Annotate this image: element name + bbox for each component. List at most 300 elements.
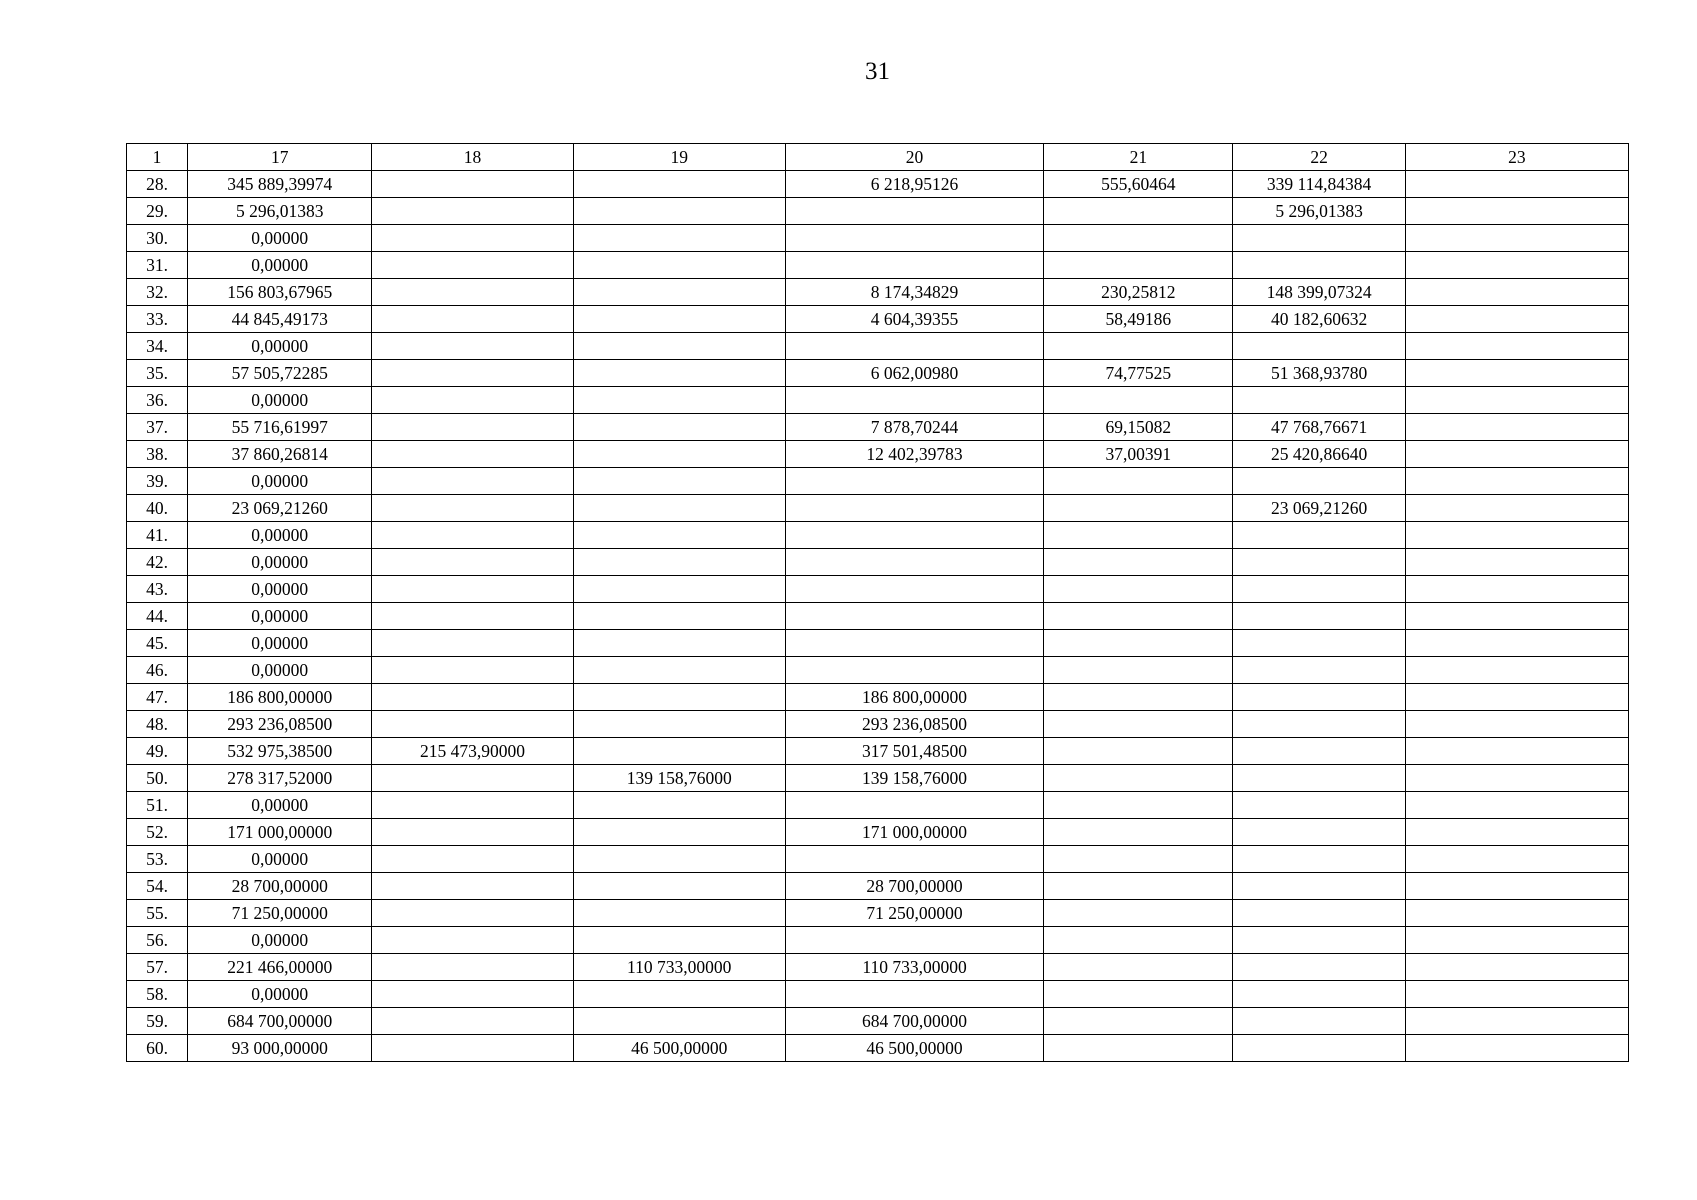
table-cell-col-20: 8 174,34829	[785, 279, 1043, 306]
table-cell-col-17: 345 889,39974	[188, 171, 372, 198]
table-cell-col-21	[1044, 738, 1233, 765]
table-cell-col-17: 684 700,00000	[188, 1008, 372, 1035]
row-number-cell: 29.	[127, 198, 188, 225]
table-row	[127, 630, 1629, 657]
table-cell-col-22	[1233, 522, 1405, 549]
table-cell-col-22: 47 768,76671	[1233, 414, 1405, 441]
table-cell-col-19	[573, 846, 785, 873]
data-table	[126, 143, 1629, 1062]
table-cell-col-21	[1044, 711, 1233, 738]
column-header-17: 17	[188, 144, 372, 171]
column-header-21: 21	[1044, 144, 1233, 171]
table-cell-col-20: 4 604,39355	[785, 306, 1043, 333]
table-cell-col-21	[1044, 765, 1233, 792]
table-cell-col-19	[573, 441, 785, 468]
table-cell-col-19	[573, 900, 785, 927]
table-cell-col-17: 0,00000	[188, 603, 372, 630]
table-row	[127, 738, 1629, 765]
table-cell-col-19	[573, 711, 785, 738]
page-number: 31	[865, 58, 890, 85]
table-cell-col-20	[785, 846, 1043, 873]
table-cell-col-23	[1405, 657, 1628, 684]
table-cell-col-20	[785, 792, 1043, 819]
table-cell-col-19	[573, 171, 785, 198]
table-cell-col-23	[1405, 171, 1628, 198]
table-cell-col-18	[372, 414, 573, 441]
table-row	[127, 981, 1629, 1008]
table-cell-col-21	[1044, 387, 1233, 414]
table-cell-col-22: 25 420,86640	[1233, 441, 1405, 468]
row-number-cell: 37.	[127, 414, 188, 441]
table-cell-col-17: 221 466,00000	[188, 954, 372, 981]
table-cell-col-22	[1233, 576, 1405, 603]
table-cell-col-20	[785, 225, 1043, 252]
table-cell-col-18	[372, 252, 573, 279]
row-number-cell: 52.	[127, 819, 188, 846]
table-cell-col-20	[785, 495, 1043, 522]
table-cell-col-18	[372, 603, 573, 630]
table-cell-col-20	[785, 603, 1043, 630]
table-cell-col-20: 110 733,00000	[785, 954, 1043, 981]
table-cell-col-21	[1044, 873, 1233, 900]
table-cell-col-21	[1044, 198, 1233, 225]
table-cell-col-21	[1044, 1008, 1233, 1035]
table-cell-col-22	[1233, 927, 1405, 954]
row-number-cell: 34.	[127, 333, 188, 360]
table-cell-col-18	[372, 1008, 573, 1035]
table-cell-col-22: 339 114,84384	[1233, 171, 1405, 198]
table-cell-col-19	[573, 198, 785, 225]
table-cell-col-20	[785, 576, 1043, 603]
table-cell-col-18	[372, 576, 573, 603]
table-cell-col-17: 55 716,61997	[188, 414, 372, 441]
table-cell-col-19	[573, 549, 785, 576]
column-header-18: 18	[372, 144, 573, 171]
table-cell-col-18	[372, 873, 573, 900]
table-cell-col-23	[1405, 225, 1628, 252]
table-cell-col-22	[1233, 900, 1405, 927]
table-cell-col-17: 0,00000	[188, 927, 372, 954]
table-cell-col-21	[1044, 225, 1233, 252]
table-cell-col-17: 0,00000	[188, 225, 372, 252]
table-cell-col-20: 139 158,76000	[785, 765, 1043, 792]
table-cell-col-22	[1233, 225, 1405, 252]
table-row	[127, 360, 1629, 387]
table-cell-col-18	[372, 387, 573, 414]
table-row	[127, 765, 1629, 792]
table-cell-col-23	[1405, 603, 1628, 630]
table-cell-col-20: 317 501,48500	[785, 738, 1043, 765]
table-cell-col-19	[573, 387, 785, 414]
table-cell-col-23	[1405, 576, 1628, 603]
row-number-cell: 47.	[127, 684, 188, 711]
table-row	[127, 171, 1629, 198]
table-cell-col-23	[1405, 684, 1628, 711]
table-row	[127, 684, 1629, 711]
table-row	[127, 333, 1629, 360]
table-cell-col-17: 0,00000	[188, 846, 372, 873]
table-cell-col-17: 28 700,00000	[188, 873, 372, 900]
table-cell-col-23	[1405, 414, 1628, 441]
table-cell-col-21	[1044, 252, 1233, 279]
table-cell-col-23	[1405, 468, 1628, 495]
table-cell-col-23	[1405, 387, 1628, 414]
table-cell-col-22	[1233, 333, 1405, 360]
table-cell-col-17: 37 860,26814	[188, 441, 372, 468]
table-cell-col-23	[1405, 1035, 1628, 1062]
table-cell-col-17: 0,00000	[188, 387, 372, 414]
table-cell-col-23	[1405, 846, 1628, 873]
table-cell-col-20	[785, 468, 1043, 495]
table-cell-col-20	[785, 522, 1043, 549]
table-cell-col-18	[372, 684, 573, 711]
table-cell-col-21: 69,15082	[1044, 414, 1233, 441]
table-cell-col-20: 6 062,00980	[785, 360, 1043, 387]
table-row	[127, 603, 1629, 630]
table-cell-col-18	[372, 792, 573, 819]
table-cell-col-20: 684 700,00000	[785, 1008, 1043, 1035]
table-cell-col-18	[372, 846, 573, 873]
table-cell-col-21	[1044, 819, 1233, 846]
table-cell-col-22	[1233, 765, 1405, 792]
table-cell-col-21	[1044, 684, 1233, 711]
table-cell-col-19	[573, 279, 785, 306]
table-cell-col-23	[1405, 819, 1628, 846]
row-number-cell: 60.	[127, 1035, 188, 1062]
table-cell-col-23	[1405, 360, 1628, 387]
table-cell-col-20: 46 500,00000	[785, 1035, 1043, 1062]
table-row	[127, 306, 1629, 333]
table-row	[127, 387, 1629, 414]
table-cell-col-18	[372, 279, 573, 306]
table-cell-col-17: 0,00000	[188, 252, 372, 279]
table-cell-col-23	[1405, 441, 1628, 468]
row-number-cell: 33.	[127, 306, 188, 333]
table-row	[127, 441, 1629, 468]
table-cell-col-20	[785, 657, 1043, 684]
table-cell-col-17: 23 069,21260	[188, 495, 372, 522]
table-cell-col-18	[372, 819, 573, 846]
table-cell-col-23	[1405, 927, 1628, 954]
row-number-cell: 39.	[127, 468, 188, 495]
table-cell-col-18	[372, 657, 573, 684]
table-cell-col-20	[785, 981, 1043, 1008]
table-row	[127, 927, 1629, 954]
row-number-cell: 57.	[127, 954, 188, 981]
table-cell-col-23	[1405, 306, 1628, 333]
table-cell-col-17: 0,00000	[188, 468, 372, 495]
table-cell-col-23	[1405, 873, 1628, 900]
table-row	[127, 954, 1629, 981]
table-cell-col-23	[1405, 792, 1628, 819]
table-cell-col-23	[1405, 630, 1628, 657]
table-cell-col-18	[372, 900, 573, 927]
table-row	[127, 522, 1629, 549]
row-number-cell: 44.	[127, 603, 188, 630]
table-cell-col-18	[372, 441, 573, 468]
table-cell-col-23	[1405, 1008, 1628, 1035]
table-cell-col-19	[573, 468, 785, 495]
table-cell-col-22: 40 182,60632	[1233, 306, 1405, 333]
table-cell-col-22	[1233, 603, 1405, 630]
table-cell-col-21: 230,25812	[1044, 279, 1233, 306]
table-row	[127, 468, 1629, 495]
table-cell-col-19	[573, 252, 785, 279]
table-cell-col-20	[785, 549, 1043, 576]
table-cell-col-20: 171 000,00000	[785, 819, 1043, 846]
table-cell-col-17: 57 505,72285	[188, 360, 372, 387]
row-number-cell: 31.	[127, 252, 188, 279]
table-cell-col-17: 0,00000	[188, 522, 372, 549]
table-cell-col-20: 186 800,00000	[785, 684, 1043, 711]
table-cell-col-19	[573, 360, 785, 387]
table-cell-col-17: 5 296,01383	[188, 198, 372, 225]
row-number-cell: 58.	[127, 981, 188, 1008]
table-cell-col-23	[1405, 549, 1628, 576]
table-cell-col-21	[1044, 657, 1233, 684]
table-cell-col-19	[573, 738, 785, 765]
table-cell-col-18	[372, 630, 573, 657]
table-cell-col-23	[1405, 279, 1628, 306]
table-cell-col-18	[372, 198, 573, 225]
table-cell-col-17: 0,00000	[188, 657, 372, 684]
table-cell-col-20	[785, 198, 1043, 225]
table-cell-col-19	[573, 657, 785, 684]
table-row	[127, 252, 1629, 279]
table-cell-col-19	[573, 819, 785, 846]
table-cell-col-22	[1233, 873, 1405, 900]
table-cell-col-18	[372, 360, 573, 387]
table-cell-col-20	[785, 387, 1043, 414]
table-cell-col-22	[1233, 549, 1405, 576]
table-header-row	[127, 144, 1629, 171]
row-number-cell: 46.	[127, 657, 188, 684]
table-cell-col-22: 5 296,01383	[1233, 198, 1405, 225]
table-cell-col-22	[1233, 819, 1405, 846]
row-number-cell: 36.	[127, 387, 188, 414]
table-cell-col-17: 278 317,52000	[188, 765, 372, 792]
table-cell-col-18	[372, 927, 573, 954]
table-cell-col-22	[1233, 387, 1405, 414]
table-cell-col-21	[1044, 468, 1233, 495]
table-body	[127, 171, 1629, 1062]
table-cell-col-22	[1233, 711, 1405, 738]
table-cell-col-22: 51 368,93780	[1233, 360, 1405, 387]
table-cell-col-23	[1405, 711, 1628, 738]
row-number-cell: 30.	[127, 225, 188, 252]
table-cell-col-17: 0,00000	[188, 792, 372, 819]
table-row	[127, 873, 1629, 900]
table-cell-col-21: 74,77525	[1044, 360, 1233, 387]
row-number-cell: 32.	[127, 279, 188, 306]
row-number-cell: 59.	[127, 1008, 188, 1035]
column-header-23: 23	[1405, 144, 1628, 171]
table-cell-col-21	[1044, 576, 1233, 603]
table-cell-col-21	[1044, 900, 1233, 927]
table-cell-col-19	[573, 414, 785, 441]
table-cell-col-21	[1044, 1035, 1233, 1062]
table-cell-col-17: 71 250,00000	[188, 900, 372, 927]
table-cell-col-21: 58,49186	[1044, 306, 1233, 333]
column-header-1: 1	[127, 144, 188, 171]
table-cell-col-18: 215 473,90000	[372, 738, 573, 765]
table-cell-col-17: 0,00000	[188, 333, 372, 360]
table-cell-col-21	[1044, 630, 1233, 657]
table-cell-col-19	[573, 927, 785, 954]
row-number-cell: 51.	[127, 792, 188, 819]
row-number-cell: 56.	[127, 927, 188, 954]
table-cell-col-17: 44 845,49173	[188, 306, 372, 333]
table-cell-col-18	[372, 171, 573, 198]
row-number-cell: 42.	[127, 549, 188, 576]
table-cell-col-21	[1044, 981, 1233, 1008]
row-number-cell: 53.	[127, 846, 188, 873]
row-number-cell: 35.	[127, 360, 188, 387]
table-row	[127, 576, 1629, 603]
table-cell-col-20	[785, 333, 1043, 360]
table-cell-col-18	[372, 1035, 573, 1062]
table-cell-col-22	[1233, 630, 1405, 657]
table-cell-col-23	[1405, 765, 1628, 792]
table-cell-col-18	[372, 306, 573, 333]
table-cell-col-19	[573, 576, 785, 603]
column-header-19: 19	[573, 144, 785, 171]
table-row	[127, 414, 1629, 441]
table-cell-col-17: 171 000,00000	[188, 819, 372, 846]
table-cell-col-22	[1233, 846, 1405, 873]
table-row	[127, 657, 1629, 684]
table-cell-col-19	[573, 684, 785, 711]
table-cell-col-22	[1233, 792, 1405, 819]
row-number-cell: 50.	[127, 765, 188, 792]
row-number-cell: 41.	[127, 522, 188, 549]
row-number-cell: 45.	[127, 630, 188, 657]
row-number-cell: 28.	[127, 171, 188, 198]
row-number-cell: 43.	[127, 576, 188, 603]
table-cell-col-21: 555,60464	[1044, 171, 1233, 198]
row-number-cell: 49.	[127, 738, 188, 765]
table-cell-col-17: 532 975,38500	[188, 738, 372, 765]
table-row	[127, 549, 1629, 576]
column-header-20: 20	[785, 144, 1043, 171]
table-cell-col-18	[372, 522, 573, 549]
table-cell-col-23	[1405, 900, 1628, 927]
table-row	[127, 819, 1629, 846]
table-cell-col-19: 46 500,00000	[573, 1035, 785, 1062]
table-cell-col-19: 110 733,00000	[573, 954, 785, 981]
table-cell-col-19	[573, 981, 785, 1008]
table-cell-col-22	[1233, 1008, 1405, 1035]
table-cell-col-18	[372, 954, 573, 981]
table-row	[127, 846, 1629, 873]
table-cell-col-17: 0,00000	[188, 981, 372, 1008]
table-cell-col-21	[1044, 522, 1233, 549]
table-cell-col-21	[1044, 846, 1233, 873]
table-cell-col-22	[1233, 738, 1405, 765]
table-cell-col-19	[573, 225, 785, 252]
table-row	[127, 495, 1629, 522]
table-row	[127, 1008, 1629, 1035]
table-cell-col-22	[1233, 657, 1405, 684]
table-cell-col-23	[1405, 738, 1628, 765]
table-cell-col-22	[1233, 468, 1405, 495]
table-cell-col-21: 37,00391	[1044, 441, 1233, 468]
table-cell-col-22	[1233, 684, 1405, 711]
table-cell-col-22: 148 399,07324	[1233, 279, 1405, 306]
table-cell-col-18	[372, 981, 573, 1008]
table-cell-col-17: 156 803,67965	[188, 279, 372, 306]
table-cell-col-18	[372, 495, 573, 522]
row-number-cell: 48.	[127, 711, 188, 738]
table-cell-col-18	[372, 225, 573, 252]
table-cell-col-19	[573, 792, 785, 819]
table-cell-col-20: 28 700,00000	[785, 873, 1043, 900]
row-number-cell: 54.	[127, 873, 188, 900]
table-cell-col-18	[372, 711, 573, 738]
table-cell-col-23	[1405, 522, 1628, 549]
table-cell-col-21	[1044, 792, 1233, 819]
table-cell-col-17: 0,00000	[188, 549, 372, 576]
table-row	[127, 225, 1629, 252]
column-header-22: 22	[1233, 144, 1405, 171]
table-cell-col-23	[1405, 954, 1628, 981]
table-cell-col-19	[573, 1008, 785, 1035]
table-cell-col-17: 186 800,00000	[188, 684, 372, 711]
table-cell-col-21	[1044, 333, 1233, 360]
table-cell-col-19	[573, 495, 785, 522]
table-cell-col-22	[1233, 252, 1405, 279]
table-cell-col-19	[573, 522, 785, 549]
row-number-cell: 55.	[127, 900, 188, 927]
table-row	[127, 279, 1629, 306]
table-cell-col-21	[1044, 549, 1233, 576]
table-cell-col-21	[1044, 927, 1233, 954]
table-cell-col-20	[785, 630, 1043, 657]
table-cell-col-20: 6 218,95126	[785, 171, 1043, 198]
table-cell-col-21	[1044, 954, 1233, 981]
table-cell-col-19	[573, 333, 785, 360]
table-cell-col-17: 0,00000	[188, 576, 372, 603]
table-cell-col-23	[1405, 495, 1628, 522]
table-cell-col-22	[1233, 1035, 1405, 1062]
table-cell-col-22	[1233, 981, 1405, 1008]
table-cell-col-18	[372, 549, 573, 576]
table-cell-col-23	[1405, 198, 1628, 225]
table-cell-col-20: 7 878,70244	[785, 414, 1043, 441]
table-cell-col-19	[573, 630, 785, 657]
table-cell-col-18	[372, 765, 573, 792]
table-cell-col-19	[573, 306, 785, 333]
table-cell-col-22: 23 069,21260	[1233, 495, 1405, 522]
table-cell-col-23	[1405, 333, 1628, 360]
table-cell-col-17: 93 000,00000	[188, 1035, 372, 1062]
table-cell-col-18	[372, 333, 573, 360]
table-cell-col-18	[372, 468, 573, 495]
table-row	[127, 711, 1629, 738]
row-number-cell: 40.	[127, 495, 188, 522]
table-cell-col-20	[785, 252, 1043, 279]
table-row	[127, 198, 1629, 225]
table-cell-col-19	[573, 603, 785, 630]
table-cell-col-20	[785, 927, 1043, 954]
table-cell-col-19	[573, 873, 785, 900]
table-row	[127, 792, 1629, 819]
table-cell-col-22	[1233, 954, 1405, 981]
row-number-cell: 38.	[127, 441, 188, 468]
table-cell-col-21	[1044, 495, 1233, 522]
table-cell-col-17: 293 236,08500	[188, 711, 372, 738]
table-cell-col-20: 293 236,08500	[785, 711, 1043, 738]
